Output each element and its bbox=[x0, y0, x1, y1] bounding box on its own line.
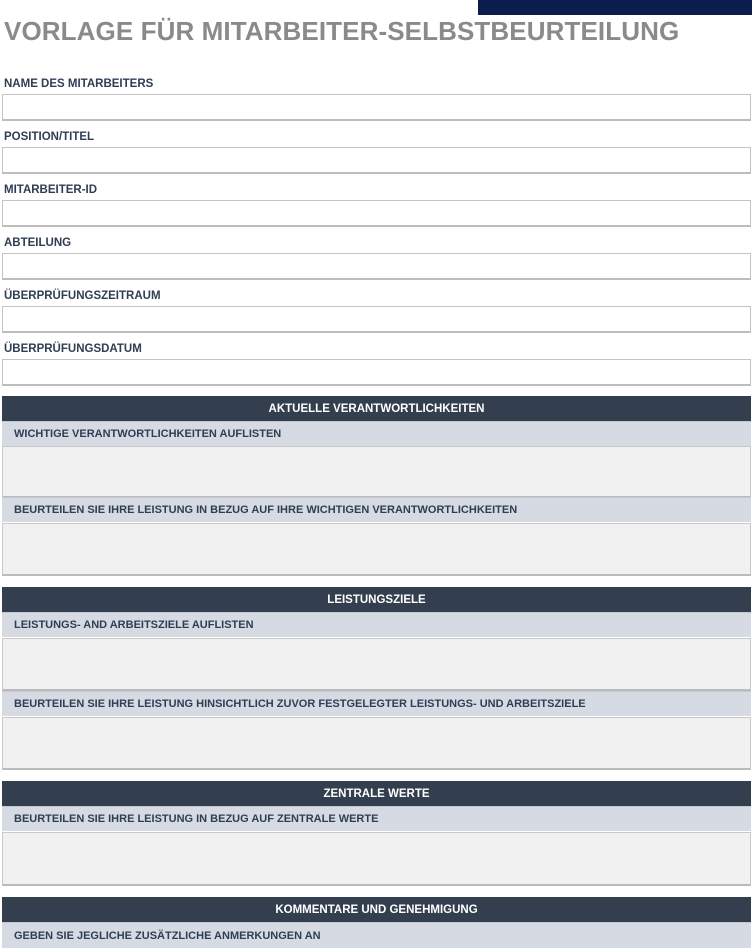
goals-rating-textarea[interactable] bbox=[2, 717, 751, 770]
prompt-rate-responsibilities: BEURTEILEN SIE IHRE LEISTUNG IN BEZUG AUF IHRE WICHTIGEN VERANTWORTLICHKEITEN bbox=[2, 497, 751, 522]
header-accent-bar bbox=[478, 0, 752, 15]
responsibilities-rating-textarea[interactable] bbox=[2, 523, 751, 576]
prompt-rate-goals: BEURTEILEN SIE IHRE LEISTUNG HINSICHTLICH ZUVOR FESTGELEGTER LEISTUNGS- UND ARBEITSZIELE bbox=[2, 691, 751, 716]
goals-list-textarea[interactable] bbox=[2, 638, 751, 691]
section-header-responsibilities: AKTUELLE VERANTWORTLICHKEITEN bbox=[2, 396, 751, 421]
section-header-comments: KOMMENTARE UND GENEHMIGUNG bbox=[2, 897, 751, 922]
prompt-comments: GEBEN SIE JEGLICHE ZUSÄTZLICHE ANMERKUNGEN AN bbox=[2, 922, 751, 948]
field-label-name: NAME DES MITARBEITERS bbox=[4, 78, 154, 90]
review-date-input[interactable] bbox=[2, 359, 751, 386]
section-header-values: ZENTRALE WERTE bbox=[2, 781, 751, 806]
field-label-position: POSITION/TITEL bbox=[4, 131, 95, 143]
prompt-list-responsibilities: WICHTIGE VERANTWORTLICHKEITEN AUFLISTEN bbox=[2, 421, 751, 446]
department-input[interactable] bbox=[2, 253, 751, 280]
employee-id-input[interactable] bbox=[2, 200, 751, 227]
section-header-goals: LEISTUNGSZIELE bbox=[2, 587, 751, 612]
prompt-rate-values: BEURTEILEN SIE IHRE LEISTUNG IN BEZUG AUF ZENTRALE WERTE bbox=[2, 806, 751, 831]
employee-name-input[interactable] bbox=[2, 94, 751, 121]
field-label-review-period: ÜBERPRÜFUNGSZEITRAUM bbox=[4, 290, 161, 302]
field-label-review-date: ÜBERPRÜFUNGSDATUM bbox=[4, 343, 142, 355]
field-label-employee-id: MITARBEITER-ID bbox=[4, 184, 98, 196]
page-title: VORLAGE FÜR MITARBEITER-SELBSTBEURTEILUNG bbox=[4, 16, 680, 46]
position-title-input[interactable] bbox=[2, 147, 751, 174]
review-period-input[interactable] bbox=[2, 306, 751, 333]
responsibilities-list-textarea[interactable] bbox=[2, 446, 751, 498]
prompt-list-goals: LEISTUNGS- AND ARBEITSZIELE AUFLISTEN bbox=[2, 612, 751, 637]
field-label-department: ABTEILUNG bbox=[4, 237, 72, 249]
values-rating-textarea[interactable] bbox=[2, 832, 751, 886]
